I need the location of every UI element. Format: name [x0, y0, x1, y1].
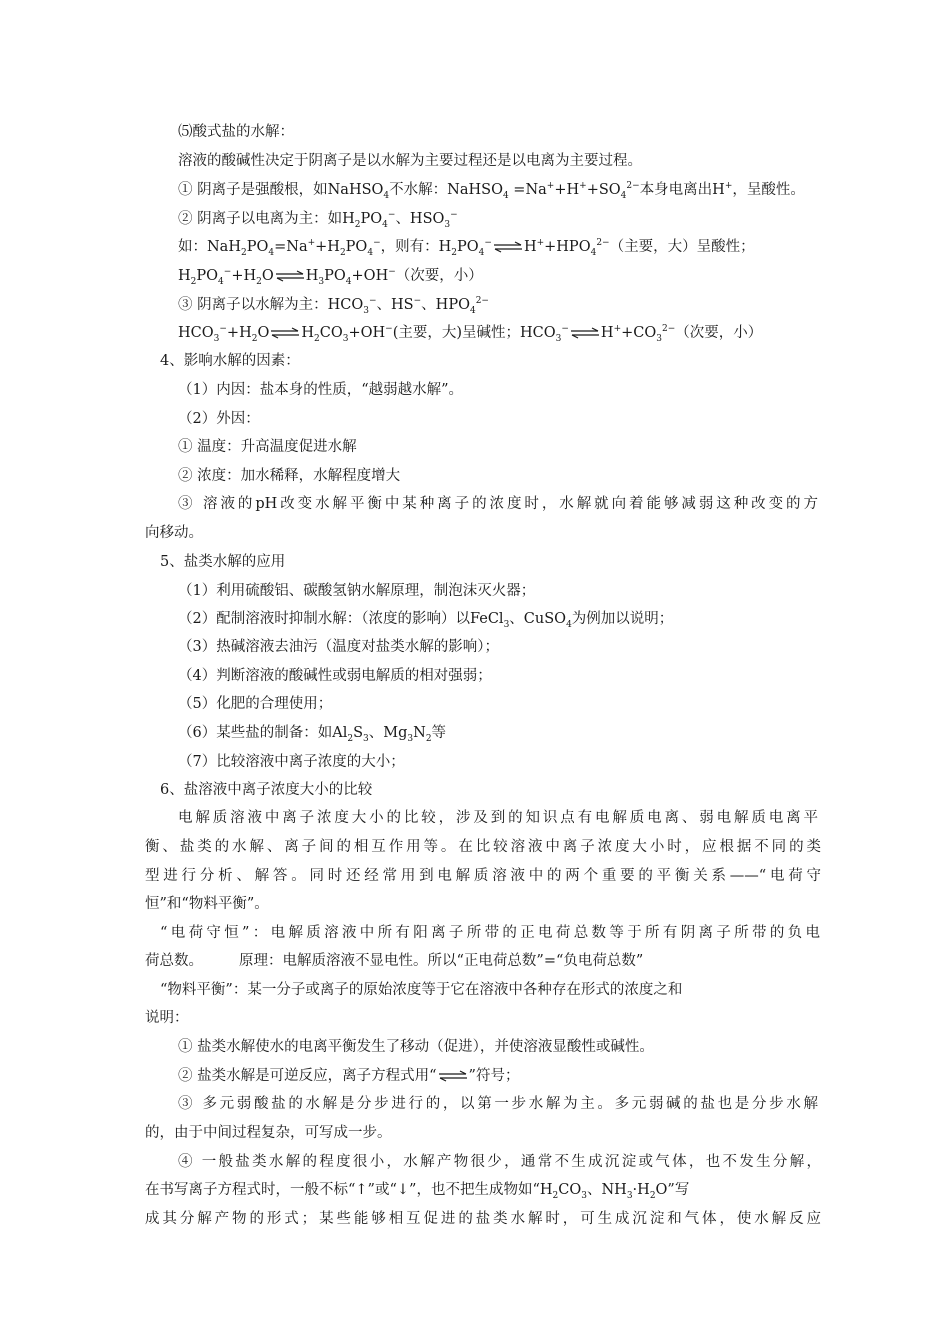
- list-item: ③ 多元弱酸盐的水解是分步进行的，以第一步水解为主。多元弱碱的盐也是分步水解: [178, 1096, 818, 1112]
- equation-line: $H_2PO_4^-+H_2O$ $H_3PO_4+OH^-$（次要，小）: [178, 267, 483, 287]
- list-item: （3）热碱溶液去油污（温度对盐类水解的影响）；: [178, 639, 499, 655]
- list-item: ① 盐类水解使水的电离平衡发生了移动（促进），并使溶液显酸性或碱性。: [178, 1039, 654, 1055]
- paragraph: （1）内因：盐本身的性质，“越弱越水解”。: [178, 382, 464, 398]
- paragraph: ① 阴离子是强酸根，如NaHSO$_4$不水解：NaHSO$_4$ $=Na^++H^++SO_4^{2-}$本身电离出H+，呈酸性。: [178, 181, 805, 201]
- reversible-arrow-icon: [570, 327, 600, 339]
- list-item: （6）某些盐的制备：如$Al_2S_3$、$Mg_3N_2$等: [178, 725, 447, 744]
- paragraph: （2）外因：: [178, 411, 260, 427]
- list-item: ② 盐类水解是可逆反应，离子方程式用“ ”符号；: [178, 1068, 520, 1084]
- paragraph: 成其分解产物的形式；某些能够相互促进的盐类水解时，可生成沉淀和气体，使水解反应: [145, 1211, 821, 1227]
- paragraph: 荷总数。 原理：电解质溶液不显电性。所以“正电荷总数”=“负电荷总数”: [145, 953, 644, 969]
- paragraph: 说明：: [145, 1010, 189, 1026]
- paragraph: ② 阴离子以电离为主：如$H_2PO_4^-$、$HSO_3^-$: [178, 210, 458, 230]
- paragraph: 的，由于中间过程复杂，可写成一步。: [145, 1125, 392, 1141]
- list-item: （5）化肥的合理使用；: [178, 696, 333, 712]
- paragraph: 溶液的酸碱性决定于阴离子是以水解为主要过程还是以电离为主要过程。: [178, 153, 642, 169]
- equation-line: $HCO_3^-+H_2O$ $H_2CO_3+OH^-$(主要，大)呈碱性；$HCO_3^-$ $H^++CO_3^{2-}$（次要，小）: [178, 324, 763, 344]
- paragraph: 恒”和“物料平衡”。: [145, 896, 269, 912]
- paragraph: “电荷守恒”：电解质溶液中所有阳离子所带的正电荷总数等于所有阴离子所带的负电: [160, 925, 820, 941]
- section-heading: 5、盐类水解的应用: [160, 554, 286, 570]
- list-item: （2）配制溶液时抑制水解：（浓度的影响）以FeCl$_3$、CuSO$_4$为例加以说明；: [178, 611, 674, 630]
- reversible-arrow-icon: [438, 1070, 468, 1082]
- paragraph: 衡、盐类的水解、离子间的相互作用等。在比较溶液中离子浓度大小时，应根据不同的类: [145, 839, 821, 855]
- paragraph: ① 温度：升高温度促进水解: [178, 439, 357, 455]
- paragraph: 向移动。: [145, 525, 203, 541]
- paragraph: “物料平衡”：某一分子或离子的原始浓度等于它在溶液中各种存在形式的浓度之和: [160, 982, 683, 998]
- list-item: ④ 一般盐类水解的程度很小，水解产物很少，通常不生成沉淀或气体，也不发生分解，: [178, 1154, 821, 1170]
- heading-acid-salt: ⑸酸式盐的水解：: [178, 124, 294, 140]
- paragraph: 电解质溶液中离子浓度大小的比较，涉及到的知识点有电解质电离、弱电解质电离平: [178, 810, 818, 826]
- paragraph: ③ 溶液的pH改变水解平衡中某种离子的浓度时，水解就向着能够减弱这种改变的方: [178, 496, 818, 512]
- reversible-arrow-icon: [270, 327, 300, 339]
- section-heading: 6、盐溶液中离子浓度大小的比较: [160, 782, 373, 798]
- list-item: （7）比较溶液中离子浓度的大小；: [178, 754, 405, 770]
- list-item: （1）利用硫酸铝、碳酸氢钠水解原理，制泡沫灭火器；: [178, 583, 536, 599]
- paragraph: 在书写离子方程式时，一般不标“↑”或“↓”，也不把生成物如“$H_2CO_3$、$NH_3\cdot H_2O$”写: [145, 1182, 690, 1201]
- reversible-arrow-icon: [275, 270, 305, 282]
- reversible-arrow-icon: [493, 241, 523, 253]
- paragraph: 型进行分析、解答。同时还经常用到电解质溶液中的两个重要的平衡关系——“电荷守: [145, 868, 821, 884]
- paragraph: ③ 阴离子以水解为主：$HCO_3^-$、HS−、$HPO_4^{2-}$: [178, 296, 489, 316]
- section-heading: 4、影响水解的因素：: [160, 353, 300, 369]
- list-item: （4）判断溶液的酸碱性或弱电解质的相对强弱；: [178, 668, 492, 684]
- equation-line: 如：$NaH_2PO_4=Na^++H_2PO_4^-$，则有：$H_2PO_4^-$ $H^++HPO_4^{2-}$（主要，大）呈酸性；: [178, 238, 755, 258]
- paragraph: ② 浓度：加水稀释，水解程度增大: [178, 468, 401, 484]
